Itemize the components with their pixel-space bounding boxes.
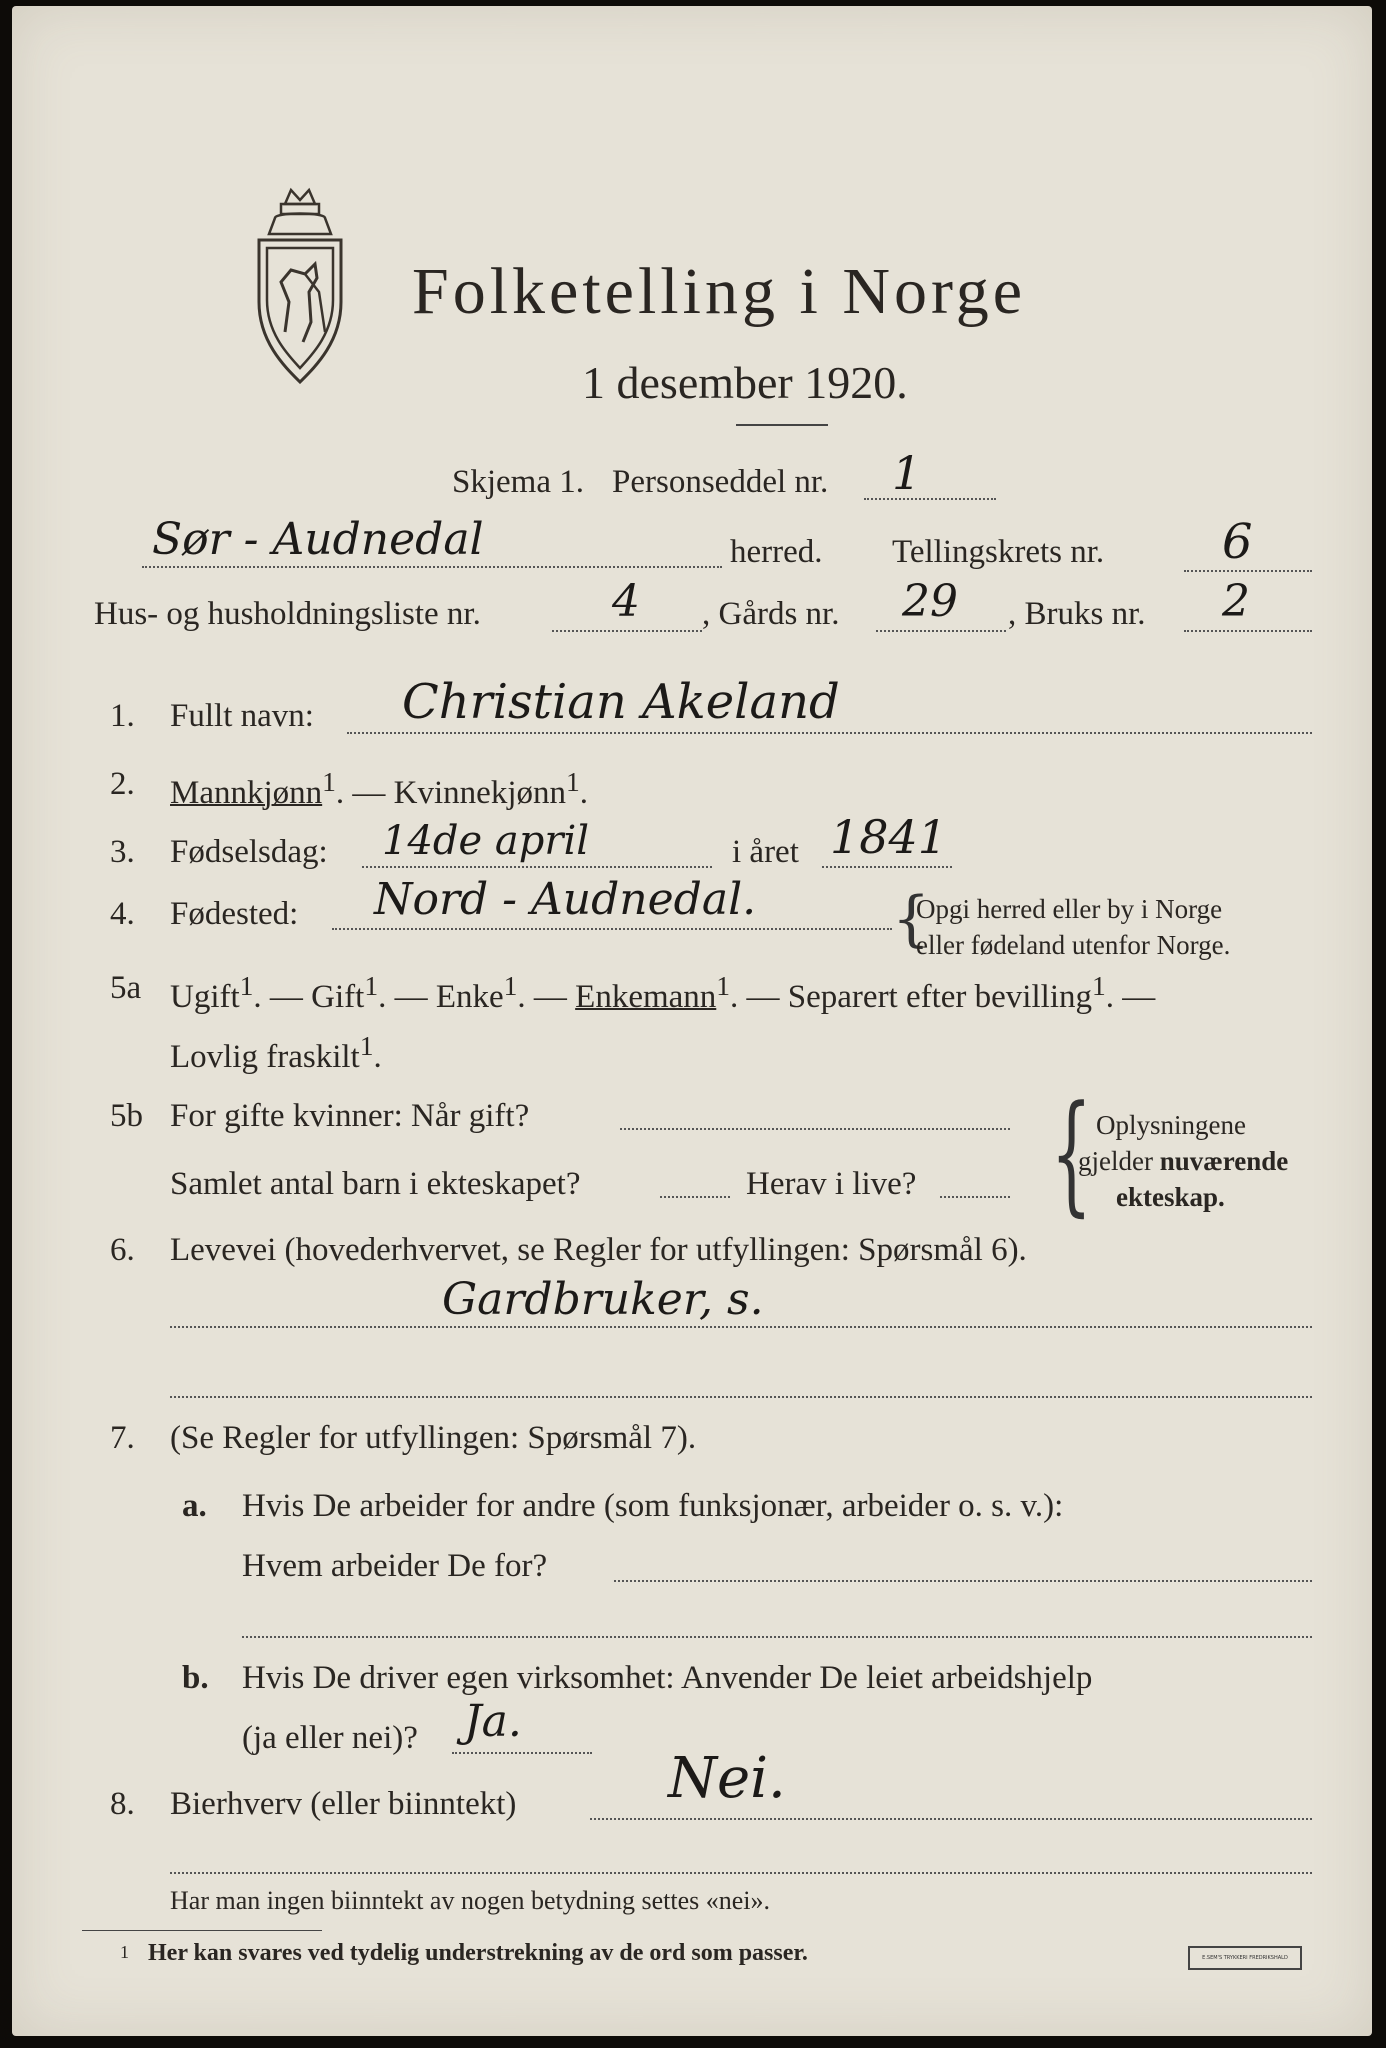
title-divider [736,424,828,426]
q8-label: Bierhverv (eller biinntekt) [170,1786,517,1822]
q5a-enkemann: Enkemann [575,979,717,1015]
q2-mannkjonn: Mannkjønn [170,775,323,811]
q5b-label-3: Herav i live? [746,1166,917,1202]
bruks-label: , Bruks nr. [1008,596,1146,632]
q3-label: Fødselsdag: [170,834,328,870]
q6-value: Gardbruker, s. [442,1274,764,1325]
q1-label: Fullt navn: [170,698,314,734]
q2-number: 2. [110,766,135,802]
herred-value: Sør - Audnedal [152,514,484,565]
q5a-fraskilt: Lovlig fraskilt$^1$. [170,1030,382,1075]
q7b-text: Hvis De driver egen virksomhet: Anvender De leiet arbeidshjelp [242,1660,1093,1696]
form-date: 1 desember 1920. [582,357,908,408]
norwegian-coat-of-arms-icon [245,182,355,392]
q3-year-label: i året [732,834,799,870]
q5b-note-1: Oplysningene [1096,1110,1246,1140]
footnote-mark: 1 [120,1942,129,1962]
tellingskrets-label: Tellingskrets nr. [892,534,1105,570]
q3-value: 14de april [382,818,590,864]
q5a-line: Ugift$^1$. — Gift$^1$. — Enke$^1$. — Enkemann$^1$. — Separert efter bevilling$^1$. — [170,970,1156,1015]
census-form-page: Folketelling i Norge 1 desember 1920. Skjema 1. Personseddel nr. 1 Sør - Audnedal herred. Tellingskrets nr. 6 Hus- og husholdningsliste nr. 4 , Gårds nr. 29 , Bruks nr. 2 1. Fullt navn: Christian Akeland 2. Mannkjønn$^1$. — Kvinnekjønn$^1$. 3. Fødselsdag: 14de april i året 1841 4. Fødested: Nord - Audnedal. { Opgi herred eller by i Norge eller fødeland utenfor Norge. 5a Ugift$^1$. — Gift$^1$. — Enke$^1$. — Enkemann$^1$. — Separert efter bevilling$^1$. — Lovlig fraskilt$^1$. 5b For gifte kvinner: Når gift? Samlet antal barn i ekteskapet? Herav i live? { Oplysningene gjelder nuværende ekteskap. 6. Levevei (hovederhvervet, se Regler for utfyllingen: Spørsmål 6). Gardbruker, s. 7. (Se Regler for utfyllingen: Spørsmål 7). a. Hvis De arbeider for andre (som funksjonær, arbeider o. s. v.): Hvem arbeider De for? b. Hvis De driver egen virksomhet: Anvender De leiet arbeidshjelp (ja eller nei)? Ja. 8. Bierhverv (eller biinntekt) Nei. Har man ingen biinntekt av nogen betydning settes «nei». 1 Her kan svares ved tydelig understrekning av de ord som passer. E.SEM'S TRYKKERI FREDRIKSHALD [12,6,1372,2036]
q5a-number: 5a [110,970,142,1006]
q1-number: 1. [110,698,135,734]
q4-label: Fødested: [170,896,299,932]
q6-label: Levevei (hovederhvervet, se Regler for utfyllingen: Spørsmål 6). [170,1232,1027,1268]
q2-kvinnekjonn: Kvinnekjønn [393,775,566,811]
q7b-number: b. [182,1660,209,1696]
form-title: Folketelling i Norge [412,255,1027,328]
q5b-label-2: Samlet antal barn i ekteskapet? [170,1166,581,1202]
personseddel-label: Personseddel nr. [612,464,829,500]
q3-number: 3. [110,834,135,870]
q1-value: Christian Akeland [402,674,840,730]
q7b-question: (ja eller nei)? [242,1720,418,1756]
herred-label: herred. [730,534,823,570]
gards-value: 29 [902,576,958,627]
footnote-divider [82,1930,322,1931]
printer-mark: E.SEM'S TRYKKERI FREDRIKSHALD [1188,1946,1302,1970]
q8-value: Nei. [668,1746,786,1811]
personseddel-value: 1 [892,446,922,500]
gards-label: , Gårds nr. [702,596,840,632]
q8-number: 8. [110,1786,135,1822]
q7-label: (Se Regler for utfyllingen: Spørsmål 7). [170,1420,697,1456]
q3-year-value: 1841 [830,810,948,864]
schema-label: Skjema 1. [452,464,584,500]
q6-number: 6. [110,1232,135,1268]
tellingskrets-value: 6 [1222,514,1253,570]
q7a-number: a. [182,1488,207,1524]
q4-note-2: eller fødeland utenfor Norge. [916,930,1231,960]
footer-note: Har man ingen biinntekt av nogen betydning settes «nei». [170,1886,771,1915]
q5b-label-1: For gifte kvinner: Når gift? [170,1098,530,1134]
q7b-value: Ja. [464,1696,522,1747]
q5b-note-2: gjelder nuværende [1078,1146,1289,1176]
q4-value: Nord - Audnedal. [374,874,757,925]
footnote-text: Her kan svares ved tydelig understrekning av de ord som passer. [148,1940,808,1966]
q5b-note-3: ekteskap. [1116,1182,1225,1212]
bruks-value: 2 [1222,576,1250,627]
hus-label: Hus- og husholdningsliste nr. [94,596,481,632]
q2-line: Mannkjønn$^1$. — Kvinnekjønn$^1$. [170,766,588,811]
q7a-text: Hvis De arbeider for andre (som funksjonær, arbeider o. s. v.): [242,1488,1064,1524]
hus-value: 4 [612,576,640,627]
q7a-question: Hvem arbeider De for? [242,1548,548,1584]
q5b-number: 5b [110,1098,143,1134]
q7-number: 7. [110,1420,135,1456]
q4-number: 4. [110,896,135,932]
q4-note-1: Opgi herred eller by i Norge [916,894,1223,924]
